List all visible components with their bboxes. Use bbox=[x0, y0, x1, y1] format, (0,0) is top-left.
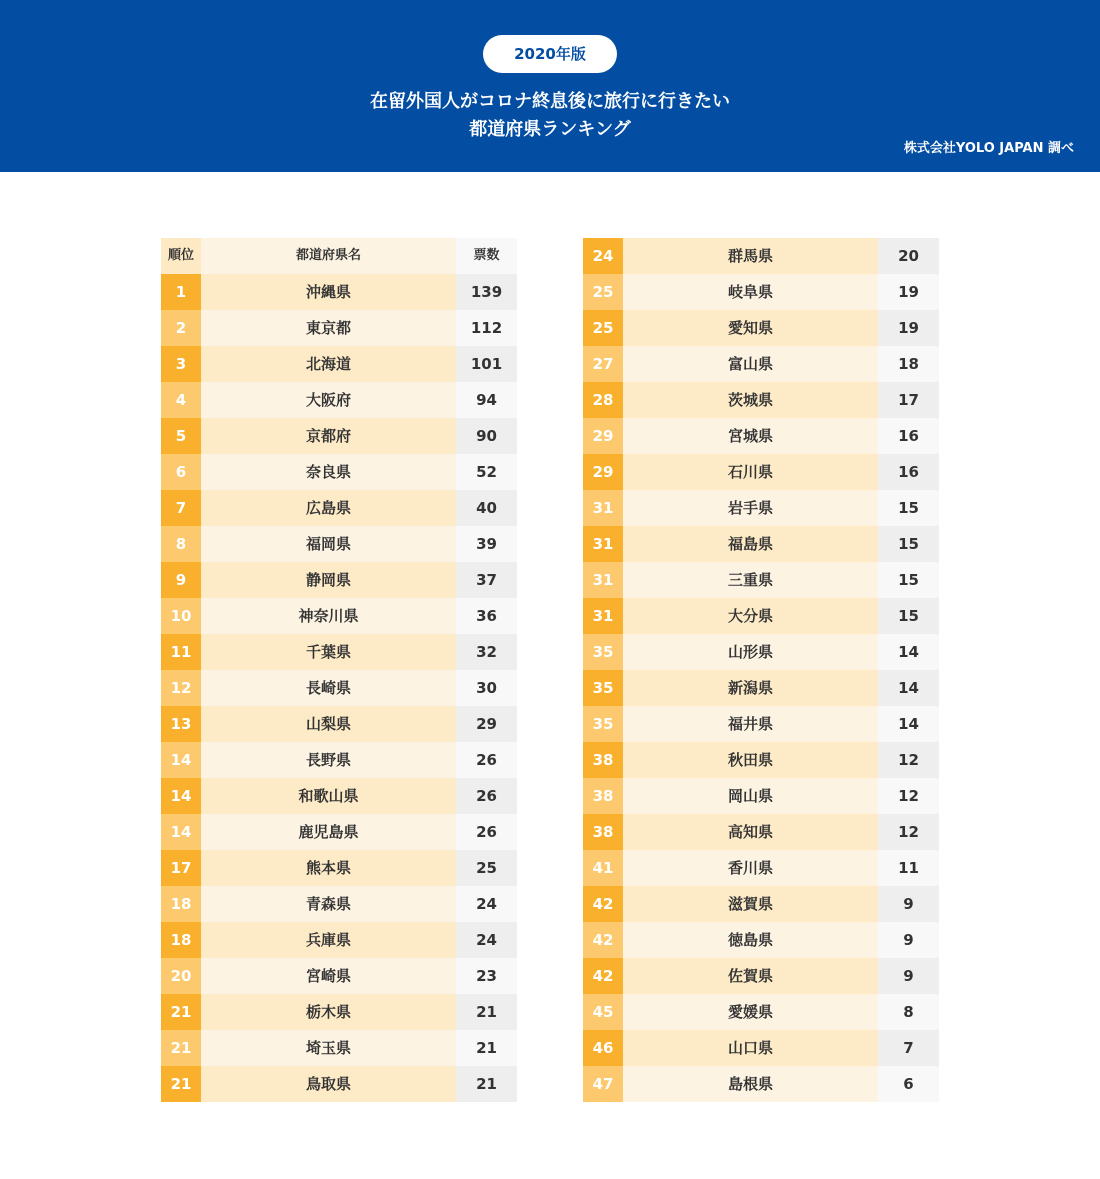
votes-cell: 12 bbox=[878, 814, 939, 850]
votes-cell: 139 bbox=[456, 274, 517, 310]
prefecture-name-cell: 愛媛県 bbox=[623, 994, 878, 1030]
table-row bbox=[161, 886, 517, 922]
prefecture-name-cell: 山形県 bbox=[623, 634, 878, 670]
table-row bbox=[161, 1030, 517, 1066]
table-row bbox=[161, 562, 517, 598]
votes-cell: 37 bbox=[456, 562, 517, 598]
votes-cell: 14 bbox=[878, 634, 939, 670]
votes-cell: 40 bbox=[456, 490, 517, 526]
title-line-2: 都道府県ランキング bbox=[469, 119, 631, 140]
rank-cell: 21 bbox=[161, 1030, 201, 1066]
prefecture-name-cell: 長野県 bbox=[201, 742, 456, 778]
prefecture-name-cell: 神奈川県 bbox=[201, 598, 456, 634]
header-banner bbox=[0, 0, 1100, 172]
table-row bbox=[161, 670, 517, 706]
rank-cell: 12 bbox=[161, 670, 201, 706]
table-row bbox=[583, 958, 939, 994]
table-row bbox=[583, 1066, 939, 1102]
votes-cell: 6 bbox=[878, 1066, 939, 1102]
votes-cell: 9 bbox=[878, 886, 939, 922]
rank-cell: 3 bbox=[161, 346, 201, 382]
table-row bbox=[161, 1066, 517, 1102]
rank-cell: 21 bbox=[161, 994, 201, 1030]
rank-cell: 47 bbox=[583, 1066, 623, 1102]
table-row bbox=[583, 886, 939, 922]
rank-cell: 14 bbox=[161, 814, 201, 850]
votes-cell: 39 bbox=[456, 526, 517, 562]
votes-cell: 52 bbox=[456, 454, 517, 490]
prefecture-name-cell: 静岡県 bbox=[201, 562, 456, 598]
rank-cell: 6 bbox=[161, 454, 201, 490]
votes-cell: 8 bbox=[878, 994, 939, 1030]
votes-cell: 36 bbox=[456, 598, 517, 634]
prefecture-name-cell: 北海道 bbox=[201, 346, 456, 382]
votes-cell: 30 bbox=[456, 670, 517, 706]
prefecture-name-cell: 新潟県 bbox=[623, 670, 878, 706]
votes-cell: 21 bbox=[456, 1030, 517, 1066]
rank-cell: 41 bbox=[583, 850, 623, 886]
rank-cell: 42 bbox=[583, 922, 623, 958]
votes-cell: 19 bbox=[878, 274, 939, 310]
name-column-header: 都道府県名 bbox=[201, 238, 456, 274]
table-row bbox=[161, 418, 517, 454]
table-row bbox=[583, 454, 939, 490]
votes-cell: 12 bbox=[878, 778, 939, 814]
prefecture-name-cell: 宮城県 bbox=[623, 418, 878, 454]
prefecture-name-cell: 徳島県 bbox=[623, 922, 878, 958]
votes-cell: 15 bbox=[878, 598, 939, 634]
table-row bbox=[583, 814, 939, 850]
votes-cell: 14 bbox=[878, 670, 939, 706]
table-row bbox=[161, 490, 517, 526]
rank-cell: 14 bbox=[161, 778, 201, 814]
table-row bbox=[583, 382, 939, 418]
table-row bbox=[583, 994, 939, 1030]
table-row bbox=[583, 742, 939, 778]
table-row bbox=[583, 1030, 939, 1066]
votes-cell: 101 bbox=[456, 346, 517, 382]
rank-cell: 1 bbox=[161, 274, 201, 310]
table-row bbox=[583, 346, 939, 382]
rank-cell: 8 bbox=[161, 526, 201, 562]
prefecture-name-cell: 茨城県 bbox=[623, 382, 878, 418]
prefecture-name-cell: 三重県 bbox=[623, 562, 878, 598]
prefecture-name-cell: 沖縄県 bbox=[201, 274, 456, 310]
votes-cell: 90 bbox=[456, 418, 517, 454]
votes-cell: 12 bbox=[878, 742, 939, 778]
table-row bbox=[161, 598, 517, 634]
table-row bbox=[583, 274, 939, 310]
votes-cell: 15 bbox=[878, 490, 939, 526]
rank-cell: 35 bbox=[583, 670, 623, 706]
table-row bbox=[583, 238, 939, 274]
prefecture-name-cell: 福岡県 bbox=[201, 526, 456, 562]
rank-cell: 38 bbox=[583, 814, 623, 850]
rank-cell: 21 bbox=[161, 1066, 201, 1102]
prefecture-name-cell: 岩手県 bbox=[623, 490, 878, 526]
prefecture-name-cell: 鹿児島県 bbox=[201, 814, 456, 850]
prefecture-name-cell: 山口県 bbox=[623, 1030, 878, 1066]
rank-cell: 28 bbox=[583, 382, 623, 418]
rank-cell: 14 bbox=[161, 742, 201, 778]
votes-cell: 9 bbox=[878, 922, 939, 958]
rank-cell: 45 bbox=[583, 994, 623, 1030]
prefecture-name-cell: 滋賀県 bbox=[623, 886, 878, 922]
prefecture-name-cell: 広島県 bbox=[201, 490, 456, 526]
votes-cell: 18 bbox=[878, 346, 939, 382]
votes-cell: 21 bbox=[456, 994, 517, 1030]
rank-cell: 38 bbox=[583, 742, 623, 778]
rank-cell: 20 bbox=[161, 958, 201, 994]
votes-cell: 17 bbox=[878, 382, 939, 418]
votes-cell: 14 bbox=[878, 706, 939, 742]
rank-cell: 2 bbox=[161, 310, 201, 346]
table-row bbox=[161, 274, 517, 310]
votes-cell: 29 bbox=[456, 706, 517, 742]
source-credit: 株式会社YOLO JAPAN 調べ bbox=[903, 141, 1074, 156]
table-row bbox=[583, 670, 939, 706]
rank-cell: 29 bbox=[583, 418, 623, 454]
prefecture-name-cell: 奈良県 bbox=[201, 454, 456, 490]
table-row bbox=[583, 490, 939, 526]
rank-column-header: 順位 bbox=[161, 238, 201, 274]
prefecture-name-cell: 大分県 bbox=[623, 598, 878, 634]
rank-cell: 18 bbox=[161, 886, 201, 922]
votes-cell: 26 bbox=[456, 814, 517, 850]
votes-cell: 20 bbox=[878, 238, 939, 274]
votes-cell: 16 bbox=[878, 418, 939, 454]
prefecture-name-cell: 岐阜県 bbox=[623, 274, 878, 310]
prefecture-name-cell: 埼玉県 bbox=[201, 1030, 456, 1066]
votes-cell: 112 bbox=[456, 310, 517, 346]
prefecture-name-cell: 鳥取県 bbox=[201, 1066, 456, 1102]
prefecture-name-cell: 栃木県 bbox=[201, 994, 456, 1030]
votes-cell: 24 bbox=[456, 886, 517, 922]
rank-cell: 24 bbox=[583, 238, 623, 274]
prefecture-name-cell: 石川県 bbox=[623, 454, 878, 490]
votes-cell: 25 bbox=[456, 850, 517, 886]
votes-cell: 26 bbox=[456, 778, 517, 814]
table-row bbox=[583, 526, 939, 562]
prefecture-name-cell: 佐賀県 bbox=[623, 958, 878, 994]
votes-cell: 19 bbox=[878, 310, 939, 346]
prefecture-name-cell: 愛知県 bbox=[623, 310, 878, 346]
votes-cell: 26 bbox=[456, 742, 517, 778]
rank-cell: 42 bbox=[583, 886, 623, 922]
rank-cell: 46 bbox=[583, 1030, 623, 1066]
rank-cell: 27 bbox=[583, 346, 623, 382]
table-row bbox=[583, 562, 939, 598]
table-row bbox=[161, 850, 517, 886]
votes-cell: 7 bbox=[878, 1030, 939, 1066]
votes-cell: 9 bbox=[878, 958, 939, 994]
table-row bbox=[161, 922, 517, 958]
votes-cell: 16 bbox=[878, 454, 939, 490]
prefecture-name-cell: 香川県 bbox=[623, 850, 878, 886]
prefecture-name-cell: 兵庫県 bbox=[201, 922, 456, 958]
year-badge: 2020年版 bbox=[483, 35, 617, 73]
page-title bbox=[250, 88, 850, 144]
table-row bbox=[583, 706, 939, 742]
prefecture-name-cell: 島根県 bbox=[623, 1066, 878, 1102]
prefecture-name-cell: 千葉県 bbox=[201, 634, 456, 670]
rank-cell: 31 bbox=[583, 490, 623, 526]
table-row bbox=[161, 382, 517, 418]
rank-cell: 18 bbox=[161, 922, 201, 958]
votes-cell: 24 bbox=[456, 922, 517, 958]
votes-cell: 23 bbox=[456, 958, 517, 994]
prefecture-name-cell: 和歌山県 bbox=[201, 778, 456, 814]
table-row bbox=[161, 706, 517, 742]
prefecture-name-cell: 長崎県 bbox=[201, 670, 456, 706]
table-row bbox=[161, 526, 517, 562]
rank-cell: 17 bbox=[161, 850, 201, 886]
table-row bbox=[583, 598, 939, 634]
rank-cell: 11 bbox=[161, 634, 201, 670]
prefecture-name-cell: 高知県 bbox=[623, 814, 878, 850]
table-row bbox=[583, 778, 939, 814]
table-row bbox=[161, 310, 517, 346]
prefecture-name-cell: 大阪府 bbox=[201, 382, 456, 418]
table-row bbox=[161, 994, 517, 1030]
rank-cell: 9 bbox=[161, 562, 201, 598]
votes-column-header: 票数 bbox=[456, 238, 517, 274]
votes-cell: 15 bbox=[878, 526, 939, 562]
prefecture-name-cell: 東京都 bbox=[201, 310, 456, 346]
table-row bbox=[583, 922, 939, 958]
rank-cell: 31 bbox=[583, 598, 623, 634]
prefecture-name-cell: 京都府 bbox=[201, 418, 456, 454]
rank-cell: 35 bbox=[583, 634, 623, 670]
table-row bbox=[583, 634, 939, 670]
votes-cell: 11 bbox=[878, 850, 939, 886]
rank-cell: 29 bbox=[583, 454, 623, 490]
prefecture-name-cell: 富山県 bbox=[623, 346, 878, 382]
votes-cell: 21 bbox=[456, 1066, 517, 1102]
rank-cell: 10 bbox=[161, 598, 201, 634]
votes-cell: 32 bbox=[456, 634, 517, 670]
prefecture-name-cell: 秋田県 bbox=[623, 742, 878, 778]
rank-cell: 25 bbox=[583, 274, 623, 310]
table-row bbox=[583, 850, 939, 886]
votes-cell: 15 bbox=[878, 562, 939, 598]
rank-cell: 31 bbox=[583, 562, 623, 598]
rank-cell: 38 bbox=[583, 778, 623, 814]
title-line-1: 在留外国人がコロナ終息後に旅行に行きたい bbox=[370, 91, 730, 112]
rank-cell: 5 bbox=[161, 418, 201, 454]
table-row bbox=[161, 454, 517, 490]
table-row bbox=[161, 742, 517, 778]
prefecture-name-cell: 群馬県 bbox=[623, 238, 878, 274]
prefecture-name-cell: 山梨県 bbox=[201, 706, 456, 742]
table-row bbox=[161, 346, 517, 382]
rank-cell: 25 bbox=[583, 310, 623, 346]
table-header-row bbox=[161, 238, 517, 274]
rank-cell: 7 bbox=[161, 490, 201, 526]
table-row bbox=[161, 778, 517, 814]
rank-cell: 4 bbox=[161, 382, 201, 418]
prefecture-name-cell: 熊本県 bbox=[201, 850, 456, 886]
votes-cell: 94 bbox=[456, 382, 517, 418]
prefecture-name-cell: 宮崎県 bbox=[201, 958, 456, 994]
table-row bbox=[161, 958, 517, 994]
prefecture-name-cell: 福島県 bbox=[623, 526, 878, 562]
ranking-table-right bbox=[583, 238, 939, 1102]
prefecture-name-cell: 福井県 bbox=[623, 706, 878, 742]
table-row bbox=[583, 310, 939, 346]
rank-cell: 31 bbox=[583, 526, 623, 562]
table-row bbox=[583, 418, 939, 454]
rank-cell: 42 bbox=[583, 958, 623, 994]
prefecture-name-cell: 青森県 bbox=[201, 886, 456, 922]
table-row bbox=[161, 814, 517, 850]
table-row bbox=[161, 634, 517, 670]
rank-cell: 13 bbox=[161, 706, 201, 742]
prefecture-name-cell: 岡山県 bbox=[623, 778, 878, 814]
rank-cell: 35 bbox=[583, 706, 623, 742]
ranking-table-left bbox=[161, 238, 517, 1102]
